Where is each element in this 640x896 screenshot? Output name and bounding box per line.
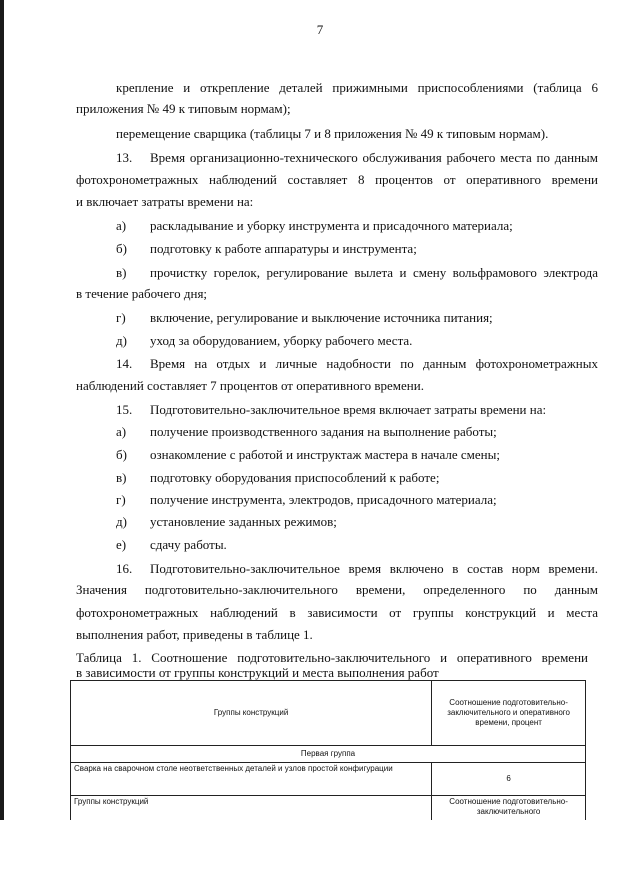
paragraph-line: крепление и открепление деталей прижимными приспособлениями (таблица 6 xyxy=(116,80,598,95)
list-item: в течение рабочего дня; xyxy=(76,286,208,301)
table-cell: 6 xyxy=(432,763,586,796)
table-row xyxy=(71,796,586,821)
table-caption-line: в зависимости от группы конструкций и места выполнения работ xyxy=(76,665,439,680)
item-number: 13. xyxy=(116,150,133,165)
table-cell: Соотношение подготовительно-заключительного xyxy=(432,796,586,821)
list-item: раскладывание и уборку инструмента и присадочного материала; xyxy=(150,218,513,233)
paragraph-line: перемещение сварщика (таблицы 7 и 8 приложения № 49 к типовым нормам). xyxy=(116,126,549,141)
list-marker: в) xyxy=(116,265,127,280)
page-bottom-margin xyxy=(0,820,640,896)
list-marker: а) xyxy=(116,424,127,439)
list-item: прочистку горелок, регулирование вылета и смену вольфрамового электрода xyxy=(150,265,598,280)
paragraph-line: Значения подготовительно-заключительного времени, определенного по данным xyxy=(76,582,598,597)
paragraph-line: Подготовительно-заключительное время включено в состав норм времени. xyxy=(150,561,598,576)
table-caption xyxy=(76,650,588,680)
table-row xyxy=(71,763,586,796)
paragraph-line: и включает затраты времени на: xyxy=(76,194,254,209)
paragraph-line: выполнения работ, приведены в таблице 1. xyxy=(76,627,313,642)
list-item: уход за оборудованием, уборку рабочего места. xyxy=(150,333,413,348)
list-marker: в) xyxy=(116,470,127,485)
list-item: подготовку к работе аппаратуры и инструмента; xyxy=(150,241,417,256)
list-marker: г) xyxy=(116,492,126,507)
paragraph-line: фотохронометражных наблюдений составляет 8 процентов от оперативного времени xyxy=(76,172,598,187)
list-marker: д) xyxy=(116,333,127,348)
list-marker: б) xyxy=(116,447,127,462)
list-marker: д) xyxy=(116,514,127,529)
list-marker: е) xyxy=(116,537,127,552)
list-marker: а) xyxy=(116,218,127,233)
list-item: ознакомление с работой и инструктаж мастера в начале смены; xyxy=(150,447,500,462)
list-item: сдачу работы. xyxy=(150,537,227,552)
table-group-row: Первая группа xyxy=(71,746,586,763)
item-number: 16. xyxy=(116,561,133,576)
table-header-cell: Соотношение подготовительно-заключительного и оперативного времени, процент xyxy=(432,681,586,746)
list-item: подготовку оборудования приспособлений к работе; xyxy=(150,470,440,485)
paragraph-line: приложения № 49 к типовым нормам); xyxy=(76,101,291,116)
table-header-cell: Группы конструкций xyxy=(71,681,432,746)
list-marker: б) xyxy=(116,241,127,256)
paragraph-line: фотохронометражных наблюдений в зависимости от группы конструкций и места xyxy=(76,605,598,620)
paragraph-line: Подготовительно-заключительное время включает затраты времени на: xyxy=(150,402,547,417)
table-cell: Сварка на сварочном столе неответственных деталей и узлов простой конфигурации xyxy=(71,763,432,796)
list-marker: г) xyxy=(116,310,126,325)
ratio-table xyxy=(70,680,586,821)
item-number: 15. xyxy=(116,402,133,417)
page-number: 7 xyxy=(316,22,324,37)
list-item: получение производственного задания на выполнение работы; xyxy=(150,424,497,439)
list-item: получение инструмента, электродов, присадочного материала; xyxy=(150,492,497,507)
paragraph-line: Время организационно-технического обслуживания рабочего места по данным xyxy=(150,150,598,165)
item-number: 14. xyxy=(116,356,133,371)
scan-edge xyxy=(0,0,4,896)
paragraph-line: Время на отдых и личные надобности по данным фотохронометражных xyxy=(150,356,598,371)
list-item: включение, регулирование и выключение источника питания; xyxy=(150,310,493,325)
table-caption-line: Таблица 1. Соотношение подготовительно-заключительного и оперативного времени xyxy=(76,650,588,665)
paragraph-line: наблюдений составляет 7 процентов от оперативного времени. xyxy=(76,378,424,393)
table-cell: Группы конструкций xyxy=(71,796,432,821)
list-item: установление заданных режимов; xyxy=(150,514,337,529)
